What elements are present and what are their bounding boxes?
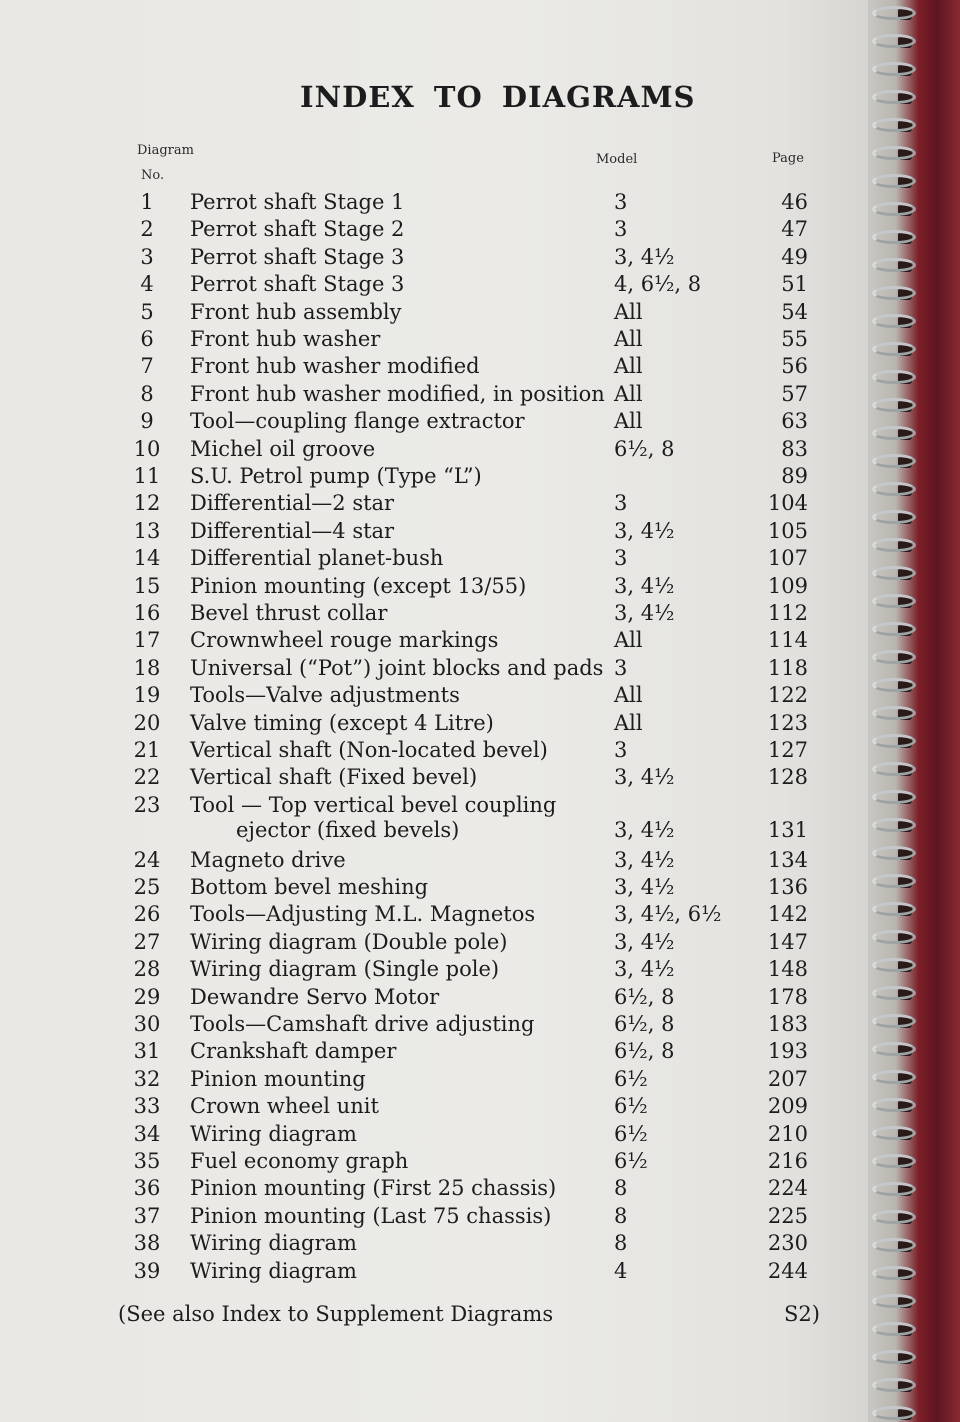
page-number: 225 [767,1204,808,1228]
diagram-number: 25 [133,875,161,899]
diagram-title: Tool—coupling flange extractor [190,409,525,433]
model-value: 6½ [614,1149,648,1173]
spiral-coil [872,454,916,468]
diagram-number: 22 [133,765,161,789]
model-value: 4, 6½, 8 [614,272,702,296]
diagram-number: 9 [140,409,154,433]
spiral-coil [872,1154,916,1168]
table-row [0,437,868,465]
spiral-coil [872,146,916,160]
diagram-number: 2 [140,217,154,241]
spiral-coil [872,258,916,272]
diagram-number: 16 [133,601,161,625]
table-row [0,519,868,547]
diagram-title-continued: ejector (fixed bevels) [236,818,460,842]
diagram-number: 28 [133,957,161,981]
spiral-coil [872,62,916,76]
table-row [0,217,868,245]
spiral-coil [872,566,916,580]
spiral-coil [872,1266,916,1280]
diagram-number: 33 [133,1094,161,1118]
table-row [0,1204,868,1232]
diagram-title: Perrot shaft Stage 1 [190,190,405,214]
model-value: 3 [614,656,628,680]
page-number: 114 [767,628,808,652]
page-number: 122 [767,683,808,707]
spiral-coil [872,594,916,608]
diagram-number: 37 [133,1204,161,1228]
spiral-coil [872,1294,916,1308]
page-number: 46 [781,190,808,214]
diagram-title: Perrot shaft Stage 3 [190,272,405,296]
diagram-number: 11 [133,464,161,488]
model-value: 3, 4½ [614,574,675,598]
page-number: 136 [767,875,808,899]
spiral-coil [872,1322,916,1336]
spiral-coil [872,1350,916,1364]
page-number: 112 [767,601,808,625]
diagram-number: 35 [133,1149,161,1173]
diagram-title: Front hub assembly [190,300,402,324]
diagram-title: Wiring diagram [190,1259,357,1283]
table-row [0,1012,868,1040]
spiral-coil [872,930,916,944]
diagram-title: S.U. Petrol pump (Type “L”) [190,464,482,488]
spiral-binding [868,0,960,1422]
diagram-number: 10 [133,437,161,461]
model-value: 6½ [614,1094,648,1118]
diagram-number: 31 [133,1039,161,1063]
spiral-coil [872,650,916,664]
page-number: 183 [767,1012,808,1036]
diagram-title: Vertical shaft (Fixed bevel) [190,765,478,789]
spiral-coil [872,1098,916,1112]
table-row [0,574,868,602]
table-row [0,930,868,958]
diagram-number: 4 [140,272,154,296]
table-row [0,985,868,1013]
page-number: 89 [781,464,808,488]
table-row [0,1149,868,1177]
page-number: 104 [767,491,808,515]
model-value: 3 [614,738,628,762]
page-number: 244 [767,1259,808,1283]
page-number: 56 [781,354,808,378]
spiral-coil [872,1182,916,1196]
page-number: 142 [767,902,808,926]
page-number: 109 [767,574,808,598]
table-row [0,1094,868,1122]
diagram-number: 6 [140,327,154,351]
table-row [0,409,868,437]
model-value: 3, 4½ [614,818,675,842]
diagram-number: 32 [133,1067,161,1091]
spiral-coil [872,314,916,328]
diagram-title: Valve timing (except 4 Litre) [190,711,494,735]
page-number: 51 [781,272,808,296]
diagram-title: Tools—Valve adjustments [190,683,460,707]
model-value: 3 [614,217,628,241]
diagram-number: 3 [140,245,154,269]
spiral-coil [872,762,916,776]
diagram-title: Tools—Adjusting M.L. Magnetos [190,902,536,926]
table-row [0,1231,868,1259]
footer-note: (See also Index to Supplement Diagrams [118,1302,554,1326]
diagram-number: 1 [140,190,154,214]
diagram-title: Wiring diagram (Double pole) [190,930,508,954]
page-number: 123 [767,711,808,735]
table-row [0,1122,868,1150]
table-row [0,957,868,985]
page-number: 55 [781,327,808,351]
spiral-coil [872,286,916,300]
page-number: 216 [767,1149,808,1173]
diagram-number: 29 [133,985,161,1009]
spiral-coil [872,706,916,720]
diagram-title: Pinion mounting (First 25 chassis) [190,1176,557,1200]
diagram-number: 5 [140,300,154,324]
spiral-coil [872,230,916,244]
diagram-number: 8 [140,382,154,406]
model-value: 8 [614,1176,628,1200]
table-row [0,354,868,382]
page-number: 147 [767,930,808,954]
spiral-coil [872,174,916,188]
spiral-coil [872,622,916,636]
diagram-title: Pinion mounting (Last 75 chassis) [190,1204,552,1228]
page-number: 178 [767,985,808,1009]
table-row [0,327,868,355]
page-number: 131 [767,818,808,842]
model-value: All [614,354,643,378]
table-row [0,300,868,328]
table-row [0,1067,868,1095]
model-value: 3 [614,190,628,214]
page-number: 47 [781,217,808,241]
table-row [0,738,868,766]
spiral-coil [872,482,916,496]
table-row [0,245,868,273]
diagram-number: 34 [133,1122,161,1146]
model-value: 6½, 8 [614,1039,675,1063]
page-number: 63 [781,409,808,433]
spiral-coil [872,510,916,524]
spiral-coil [872,6,916,20]
model-value: 6½, 8 [614,985,675,1009]
spiral-coil [872,1014,916,1028]
header-model: Model [596,152,638,167]
table-row [0,656,868,684]
footer-page: S2) [784,1302,820,1326]
spiral-coil [872,846,916,860]
spiral-coil [872,342,916,356]
spiral-coil [872,370,916,384]
spiral-coil [872,790,916,804]
diagram-title: Universal (“Pot”) joint blocks and pads [190,656,604,680]
page-number: 207 [767,1067,808,1091]
spiral-coil [872,1378,916,1392]
diagram-number: 18 [133,656,161,680]
diagram-title: Tools—Camshaft drive adjusting [190,1012,535,1036]
diagram-title: Pinion mounting [190,1067,366,1091]
diagram-title: Magneto drive [190,848,346,872]
diagram-number: 27 [133,930,161,954]
model-value: 3, 4½ [614,601,675,625]
diagram-title: Wiring diagram [190,1122,357,1146]
model-value: 3, 4½ [614,957,675,981]
model-value: 3, 4½ [614,875,675,899]
diagram-number: 36 [133,1176,161,1200]
diagram-title: Crownwheel rouge markings [190,628,499,652]
table-row [0,902,868,930]
table-row [0,683,868,711]
page-number: 107 [767,546,808,570]
spiral-coil [872,734,916,748]
diagram-number: 14 [133,546,161,570]
diagram-title: Front hub washer modified, in position [190,382,605,406]
diagram-title: Wiring diagram [190,1231,357,1255]
spiral-coil [872,958,916,972]
diagram-number: 19 [133,683,161,707]
diagram-title: Crankshaft damper [190,1039,397,1063]
table-row [0,382,868,410]
model-value: All [614,382,643,406]
diagram-title: Dewandre Servo Motor [190,985,440,1009]
diagram-title: Michel oil groove [190,437,376,461]
spiral-coil [872,678,916,692]
diagram-number: 23 [133,793,161,817]
diagram-number: 7 [140,354,154,378]
table-row [0,601,868,629]
page-number: 128 [767,765,808,789]
model-value: 6½ [614,1067,648,1091]
diagram-number: 12 [133,491,161,515]
table-row [0,1259,868,1287]
page-number: 49 [781,245,808,269]
diagram-title: Tool — Top vertical bevel coupling [190,793,557,817]
page-number: 83 [781,437,808,461]
model-value: 3, 4½ [614,930,675,954]
model-value: All [614,711,643,735]
spiral-coil [872,902,916,916]
diagram-number: 20 [133,711,161,735]
page-number: 57 [781,382,808,406]
model-value: All [614,327,643,351]
header-page: Page [772,151,804,166]
spiral-coil [872,34,916,48]
spiral-coil [872,986,916,1000]
spiral-coil [872,90,916,104]
table-row [0,793,868,842]
table-row [0,711,868,739]
table-row [0,875,868,903]
diagram-number: 38 [133,1231,161,1255]
diagram-title: Bevel thrust collar [190,601,388,625]
diagram-title: Front hub washer modified [190,354,480,378]
model-value: All [614,628,643,652]
diagram-number: 13 [133,519,161,543]
diagram-number: 39 [133,1259,161,1283]
diagram-title: Differential—2 star [190,491,395,515]
diagram-title: Vertical shaft (Non-located bevel) [190,738,548,762]
page-number: 127 [767,738,808,762]
diagram-title: Perrot shaft Stage 3 [190,245,405,269]
page-number: 224 [767,1176,808,1200]
diagram-title: Wiring diagram (Single pole) [190,957,500,981]
model-value: All [614,300,643,324]
page-number: 105 [767,519,808,543]
spiral-coil [872,874,916,888]
page-number: 148 [767,957,808,981]
page-number: 209 [767,1094,808,1118]
model-value: 3, 4½ [614,848,675,872]
spiral-coil [872,1042,916,1056]
spiral-coil [872,538,916,552]
table-row [0,1176,868,1204]
model-value: 6½ [614,1122,648,1146]
model-value: 4 [614,1259,628,1283]
model-value: 6½, 8 [614,1012,675,1036]
model-value: 8 [614,1204,628,1228]
page-number: 193 [767,1039,808,1063]
diagram-title: Bottom bevel meshing [190,875,429,899]
model-value: 8 [614,1231,628,1255]
diagram-number: 21 [133,738,161,762]
diagram-title: Perrot shaft Stage 2 [190,217,405,241]
diagram-number: 30 [133,1012,161,1036]
table-row [0,491,868,519]
table-row [0,272,868,300]
spiral-coil [872,202,916,216]
spiral-coil [872,1238,916,1252]
diagram-title: Crown wheel unit [190,1094,379,1118]
table-row [0,464,868,492]
spiral-coil [872,1210,916,1224]
page-number: 134 [767,848,808,872]
spiral-coil [872,1406,916,1420]
model-value: 3, 4½ [614,519,675,543]
model-value: 3 [614,546,628,570]
spiral-coil [872,398,916,412]
diagram-title: Fuel economy graph [190,1149,409,1173]
table-row [0,546,868,574]
table-row [0,190,868,218]
table-row [0,628,868,656]
page-number: 118 [767,656,808,680]
diagram-title: Differential planet-bush [190,546,444,570]
model-value: 3, 4½, 6½ [614,902,722,926]
model-value: 6½, 8 [614,437,675,461]
diagram-title: Pinion mounting (except 13/55) [190,574,527,598]
page-title: INDEX TO DIAGRAMS [300,80,696,114]
diagram-number: 26 [133,902,161,926]
spiral-coil [872,818,916,832]
table-row [0,848,868,876]
model-value: 3 [614,491,628,515]
spiral-coil [872,1070,916,1084]
model-value: All [614,409,643,433]
table-row [0,1039,868,1067]
header-diagram: Diagram [137,143,194,158]
diagram-title: Front hub washer [190,327,381,351]
spiral-coil [872,118,916,132]
spiral-coil [872,426,916,440]
model-value: All [614,683,643,707]
model-value: 3, 4½ [614,245,675,269]
model-value: 3, 4½ [614,765,675,789]
page-number: 210 [767,1122,808,1146]
spiral-coil [872,1126,916,1140]
diagram-number: 17 [133,628,161,652]
page-number: 54 [781,300,808,324]
diagram-number: 15 [133,574,161,598]
diagram-title: Differential—4 star [190,519,395,543]
header-no: No. [141,168,165,183]
table-row [0,765,868,793]
page-number: 230 [767,1231,808,1255]
diagram-number: 24 [133,848,161,872]
